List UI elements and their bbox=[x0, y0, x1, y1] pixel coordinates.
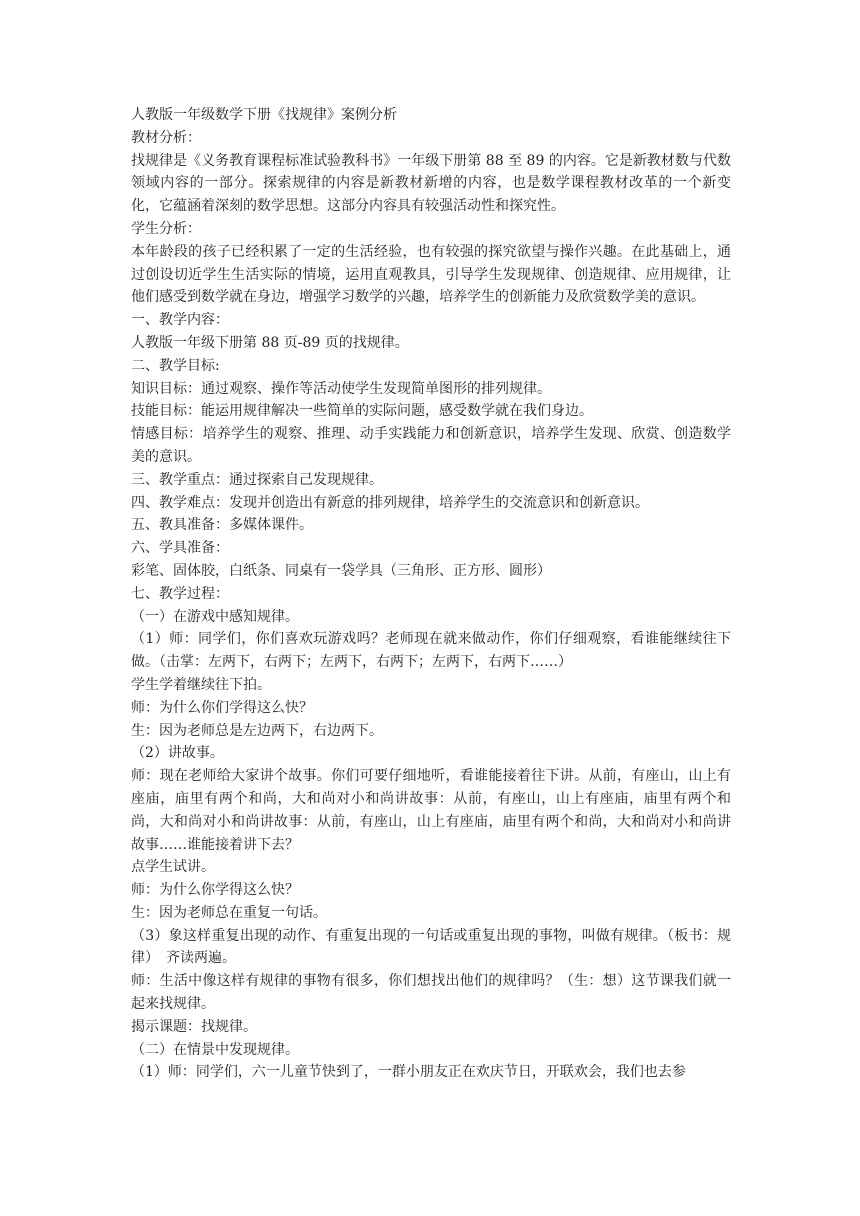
document-title: 人教版一年级数学下册《找规律》案例分析 bbox=[131, 107, 397, 123]
paragraph-learning-tools: 彩笔、固体胶，白纸条、同桌有一袋学具（三角形、正方形、圆形） bbox=[131, 562, 551, 579]
paragraph-game-step-1: （1）师：同学们，你们喜欢玩游戏吗？老师现在就来做动作，你们仔细观察，看谁能继续往下做。（击掌：左两下，右两下；左两下，右两下；左两下，右两下……） bbox=[131, 631, 731, 671]
paragraph-skill-goal: 技能目标：能运用规律解决一些简单的实际问题，感受数学就在我们身边。 bbox=[131, 403, 593, 420]
paragraph-emotion-goal: 情感目标：培养学生的观察、推理、动手实践能力和创新意识，培养学生发现、欣赏、创造数学美的意识。 bbox=[131, 426, 731, 465]
section-heading-teaching-content: 一、教学内容： bbox=[131, 312, 229, 329]
paragraph-definition-step: （3）象这样重复出现的动作、有重复出现的一句话或重复出现的事物，叫做有规律。（板书：规律） 齐读两遍。 bbox=[131, 927, 731, 967]
paragraph-teacher-intro: 师：生活中像这样有规律的事物有很多，你们想找出他们的规律吗？（生：想）这节课我们就一起来找规律。 bbox=[131, 973, 731, 1013]
section-teaching-aids: 五、教具准备：多媒体课件。 bbox=[131, 517, 313, 534]
paragraph-story-step: （2）讲故事。 bbox=[131, 745, 224, 762]
paragraph-student-try: 点学生试讲。 bbox=[131, 859, 215, 876]
paragraph-student-follow: 学生学着继续往下拍。 bbox=[131, 676, 271, 693]
subheading-scene-discovery: （二）在情景中发现规律。 bbox=[131, 1041, 299, 1058]
section-heading-teaching-goals: 二、教学目标: bbox=[131, 357, 220, 374]
paragraph-student-analysis: 本年龄段的孩子已经积累了一定的生活经验，也有较强的探究欲望与操作兴趣。在此基础上，通过创设切近学生生活实际的情境，运用直观教具，引导学生发现规律、创造规律、应用规律，让他们感受到数学就在身边，增强学习数学的兴趣，培养学生的创新能力及欣赏数学美的意识。 bbox=[131, 243, 731, 306]
paragraph-student-answer-1: 生：因为老师总是左边两下，右边两下。 bbox=[131, 722, 383, 739]
paragraph-teaching-content: 人教版一年级下册第 88 页-89 页的找规律。 bbox=[131, 334, 409, 351]
section-teaching-difficulty: 四、教学难点：发现并创造出有新意的排列规律，培养学生的交流意识和创新意识。 bbox=[131, 494, 649, 511]
section-heading-material-analysis: 教材分析： bbox=[131, 129, 201, 146]
section-teaching-focus: 三、教学重点：通过探索自己发现规律。 bbox=[131, 471, 383, 488]
paragraph-teacher-question-1: 师：为什么你们学得这么快？ bbox=[131, 699, 313, 716]
paragraph-material-analysis: 找规律是《义务教育课程标准试验教科书》一年级下册第 88 至 89 的内容。它是新教材数与代数领域内容的一部分。探索规律的内容是新教材新增的内容，也是数学课程教材改革的一个新变化，它蕴涵着深刻的数学思想。这部分内容具有较强活动性和探究性。 bbox=[131, 152, 731, 215]
paragraph-reveal-topic: 揭示课题：找规律。 bbox=[131, 1018, 257, 1035]
document-page bbox=[131, 104, 731, 1084]
paragraph-teacher-question-2: 师：为什么你学得这么快？ bbox=[131, 882, 299, 899]
subheading-game-perception: （一）在游戏中感知规律。 bbox=[131, 608, 299, 625]
section-heading-student-analysis: 学生分析： bbox=[131, 220, 201, 237]
paragraph-knowledge-goal: 知识目标：通过观察、操作等活动使学生发现简单图形的排列规律。 bbox=[131, 380, 551, 397]
section-heading-learning-tools: 六、学具准备： bbox=[131, 540, 229, 557]
paragraph-story-text: 师：现在老师给大家讲个故事。你们可要仔细地听，看谁能接着往下讲。从前，有座山，山上有座庙，庙里有两个和尚，大和尚对小和尚讲故事：从前，有座山，山上有座庙，庙里有两个和尚，大和尚对小和尚讲故事：从前，有座山，山上有座庙，庙里有两个和尚，大和尚对小和尚讲故事……谁能接着讲下去？ bbox=[131, 768, 731, 853]
section-heading-teaching-process: 七、教学过程： bbox=[131, 585, 229, 602]
paragraph-scene-step-1: （1）师：同学们，六一儿童节快到了，一群小朋友正在欢庆节日，开联欢会，我们也去参 bbox=[131, 1064, 686, 1081]
paragraph-student-answer-2: 生：因为老师总在重复一句话。 bbox=[131, 904, 327, 921]
